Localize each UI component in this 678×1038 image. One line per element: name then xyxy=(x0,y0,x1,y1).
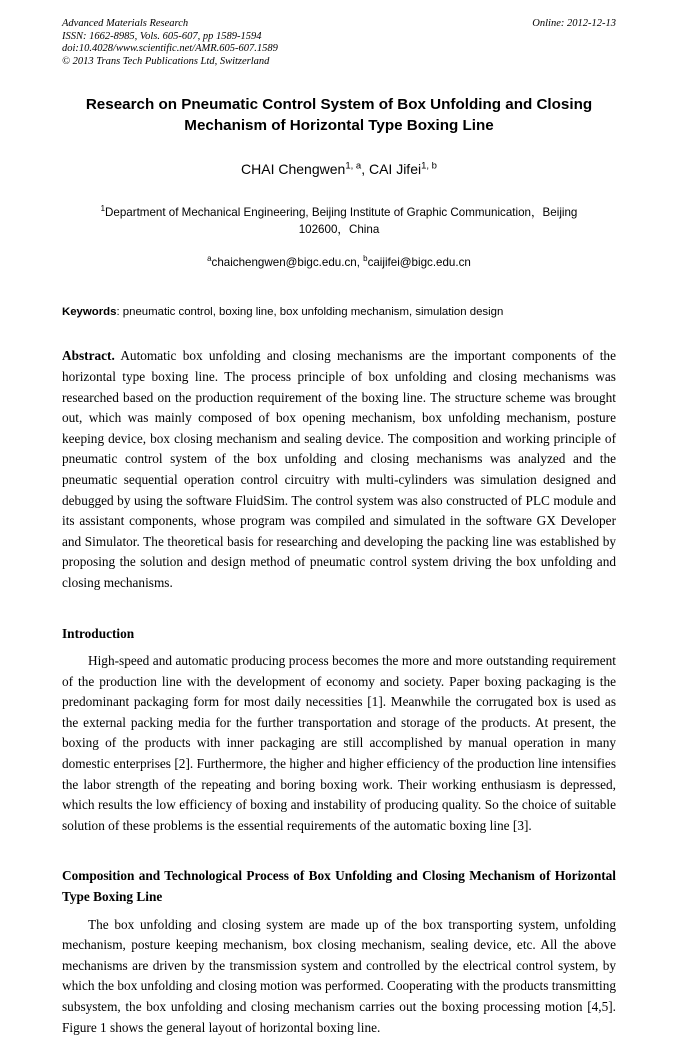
email-b-marker: b xyxy=(363,254,368,264)
abstract-paragraph xyxy=(62,346,616,593)
email-address-a[interactable]: chaichengwen@bigc.edu.cn, xyxy=(211,256,360,270)
author-1-affiliation-marker: 1, a xyxy=(345,160,362,172)
copyright-line: © 2013 Trans Tech Publications Ltd, Switzerland xyxy=(62,55,270,67)
section-heading-composition: Composition and Technological Process of Box Unfolding and Closing Mechanism of Horizontal Type Boxing Line xyxy=(62,868,616,905)
abstract-label: Abstract. xyxy=(62,348,115,364)
title-line-1: Research on Pneumatic Control System of Box Unfolding and Closing xyxy=(85,96,593,114)
journal-name: Advanced Materials Research xyxy=(62,18,189,29)
page-content xyxy=(62,18,616,1038)
author-emails xyxy=(62,254,616,271)
author-2-affiliation-marker: 1, b xyxy=(421,160,437,172)
affiliation xyxy=(62,204,616,238)
affiliation-marker: 1 xyxy=(100,204,105,214)
section-paragraph-composition: The box unfolding and closing system are made up of the box transporting system, unfolding mechanism, posture keeping mechanism, box closing mechanism, sealing device, etc. All the above mechanisms are driven by the transmission system and controlled by the electrical control system, by which the box unfolding and closing motion was performed. Cooperating with the products transmitting subsystem, the box unfolding and closing mechanism carries out the boxing processing motion [4,5]. Figure 1 shows the general layout of horizontal boxing line. xyxy=(62,916,616,1035)
online-date: Online: 2012-12-13 xyxy=(532,18,616,29)
email-address-b[interactable]: caijifei@bigc.edu.cn xyxy=(367,256,471,270)
author-list xyxy=(62,160,616,178)
abstract-text: Automatic box unfolding and closing mechanisms are the important components of the horizontal type boxing line. The process principle of box unfolding and closing mechanisms was researched based on the production requirement of the boxing line. The structure scheme was brought out, which was mainly composed of box opening mechanism, box unfolding mechanism, posture keeping device, box closing mechanism and sealing device. The composition and working principle of pneumatic control system of the box unfolding and closing mechanisms was analyzed and the pneumatic sequential operation control circuitry with multi-cylinders was simulation designed and debugged by using the software FluidSim. The control system was also constructed of PLC module and its assistant components, whose program was compiled and simulated in the software GX Developer and Simulator. The theoretical basis for researching and developing the packing line was established by proposing the solution and design method of pneumatic control system driving the box unfolding and closing mechanisms. xyxy=(62,348,616,590)
author-name-2: CAI Jifei xyxy=(368,161,422,178)
author-name-1: CHAI Chengwen xyxy=(241,161,346,178)
section-paragraph-introduction: High-speed and automatic producing process becomes the more and more outstanding requirement of the production line with the development of economy and society. Paper boxing packaging is the predominant packaging form for most daily necessities [1]. Meanwhile the corrugated box is used as the external packing media for the further transportation and storage of the products. At present, the boxing of the products with inner packaging are still accomplished by manual operation in many domestic enterprises [2]. Furthermore, the higher and higher efficiency of the production line intensifies the labor strength of the repeating and boring boxing work. Their working enthusiasm is depressed, which results the low efficiency of boxing and instability of producing quality. So the choice of suitable solution of these problems is the essential requirements of the automatic boxing line [3]. xyxy=(62,653,616,833)
issn-volume-pages: ISSN: 1662-8985, Vols. 605-607, pp 1589-1594 xyxy=(62,30,262,42)
section-heading-introduction: Introduction xyxy=(62,625,135,641)
keywords-label: Keywords xyxy=(62,306,117,319)
title-line-2: Mechanism of Horizontal Type Boxing Line xyxy=(184,117,494,135)
affiliation-text: Department of Mechanical Engineering, Beijing Institute of Graphic Communication，Beijing 102600，China xyxy=(105,206,578,237)
email-a-marker: a xyxy=(207,254,212,264)
author-separator: , xyxy=(361,161,369,178)
page-title xyxy=(62,94,616,136)
doi-line: doi:10.4028/www.scientific.net/AMR.605-607.1589 xyxy=(62,43,278,55)
publication-header xyxy=(62,18,616,68)
keywords-line xyxy=(62,304,616,320)
keywords-text: : pneumatic control, boxing line, box unfolding mechanism, simulation design xyxy=(116,306,504,319)
